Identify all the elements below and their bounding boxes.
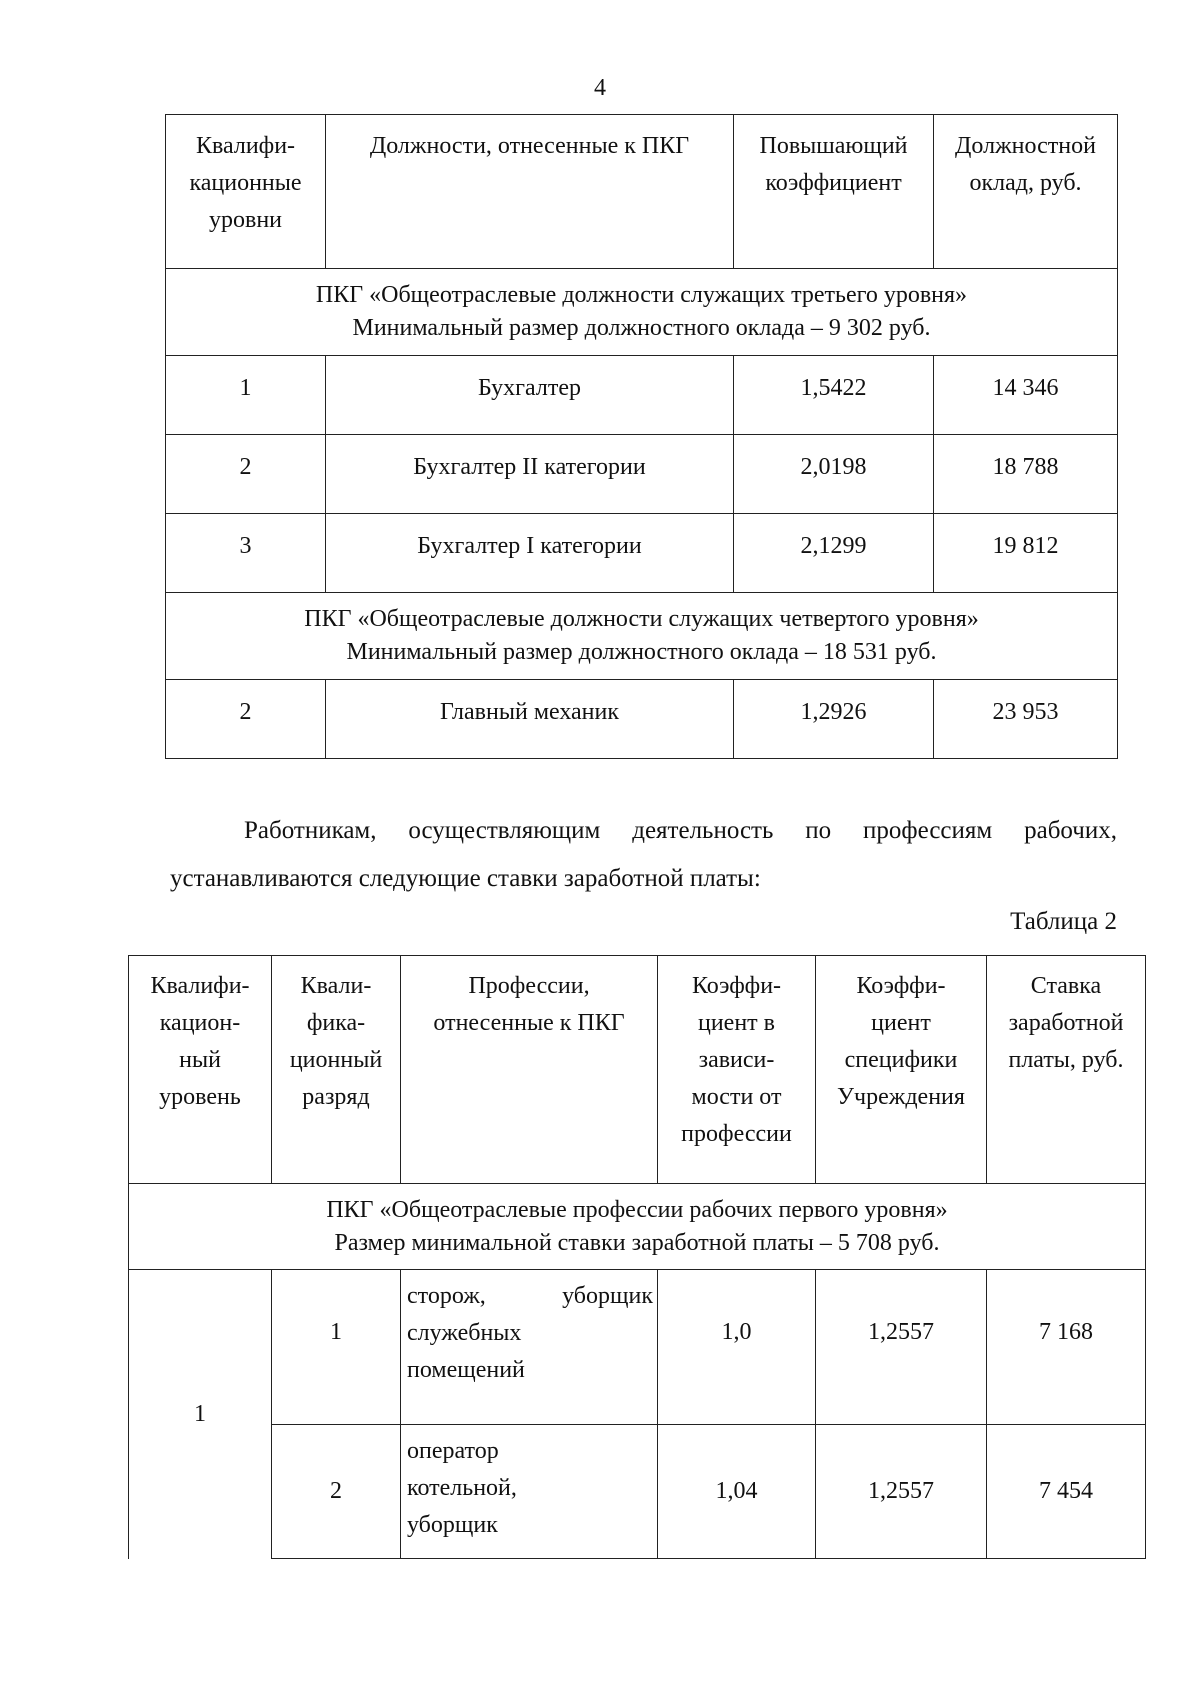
table-row	[166, 356, 1118, 435]
group-row	[166, 269, 1118, 356]
institution-coefficient-cell: 1,2557	[816, 1270, 987, 1425]
coefficient-cell: 1,5422	[734, 356, 934, 435]
group-row	[129, 1184, 1146, 1270]
profession-coefficient-cell: 1,04	[658, 1425, 816, 1559]
table-row	[129, 1270, 1146, 1425]
group-row	[166, 593, 1118, 680]
position-cell: Бухгалтер	[326, 356, 734, 435]
table-row	[129, 1425, 1146, 1559]
profession-cell: оператор котельной, уборщик	[401, 1425, 658, 1559]
salary-cell: 18 788	[934, 435, 1118, 514]
position-cell: Главный механик	[326, 680, 734, 759]
institution-coefficient-cell: 1,2557	[816, 1425, 987, 1559]
header-institution-coefficient: Коэффи- циент специфики Учреждения	[816, 956, 987, 1184]
coefficient-cell: 2,1299	[734, 514, 934, 593]
header-positions: Должности, отнесенные к ПКГ	[326, 115, 734, 269]
coefficient-cell: 1,2926	[734, 680, 934, 759]
salary-cell: 19 812	[934, 514, 1118, 593]
table-row	[166, 514, 1118, 593]
table-caption: Таблица 2	[1010, 908, 1117, 935]
group-title: ПКГ «Общеотраслевые должности служащих третьего уровня»	[315, 282, 968, 308]
profession-word: уборщик	[562, 1283, 653, 1309]
profession-coefficient-cell: 1,0	[658, 1270, 816, 1425]
wage-rate-cell: 7 454	[987, 1425, 1146, 1559]
level-cell: 3	[166, 514, 326, 593]
group-title: ПКГ «Общеотраслевые профессии рабочих первого уровня»	[326, 1196, 948, 1223]
header-professions: Профессии, отнесенные к ПКГ	[401, 956, 658, 1184]
level-cell: 2	[166, 435, 326, 514]
profession-first-line	[407, 1278, 653, 1315]
positions-table	[165, 114, 1118, 759]
table-header-row	[166, 115, 1118, 269]
level-cell: 1	[166, 356, 326, 435]
table-row	[166, 680, 1118, 759]
header-qualification-rank: Квали- фика- ционный разряд	[272, 956, 401, 1184]
header-qualification-level: Квалифи- кацион- ный уровень	[129, 956, 272, 1184]
salary-cell: 23 953	[934, 680, 1118, 759]
group-subtitle: Минимальный размер должностного оклада – 18 531 руб.	[346, 639, 937, 665]
group-subtitle: Размер минимальной ставки заработной платы – 5 708 руб.	[334, 1229, 940, 1256]
header-coefficient: Повышающий коэффициент	[734, 115, 934, 269]
page-number: 4	[594, 75, 606, 101]
table-row	[166, 435, 1118, 514]
profession-cell	[401, 1270, 658, 1425]
header-qualification-levels: Квалифи- кационные уровни	[166, 115, 326, 269]
position-cell: Бухгалтер I категории	[326, 514, 734, 593]
header-salary: Должностной оклад, руб.	[934, 115, 1118, 269]
group-title: ПКГ «Общеотраслевые должности служащих четвертого уровня»	[304, 606, 979, 632]
coefficient-cell: 2,0198	[734, 435, 934, 514]
position-cell: Бухгалтер II категории	[326, 435, 734, 514]
level-cell: 2	[166, 680, 326, 759]
header-profession-coefficient: Коэффи- циент в зависи- мости от профессии	[658, 956, 816, 1184]
rank-cell: 2	[272, 1425, 401, 1559]
body-paragraph: Работникам, осуществляющим деятельность по профессиям рабочих, устанавливаются следующие ставки заработной платы:	[170, 817, 1117, 892]
profession-rest: служебных помещений	[407, 1320, 525, 1383]
table-header-row	[129, 956, 1146, 1184]
header-wage-rate: Ставка заработной платы, руб.	[987, 956, 1146, 1184]
wage-rates-table	[128, 955, 1146, 1559]
wage-rate-cell: 7 168	[987, 1270, 1146, 1425]
level-cell: 1	[129, 1270, 272, 1559]
profession-word: сторож,	[407, 1283, 486, 1309]
group-subtitle: Минимальный размер должностного оклада – 9 302 руб.	[352, 315, 931, 341]
rank-cell: 1	[272, 1270, 401, 1425]
group-title-cell	[166, 269, 1118, 356]
salary-cell: 14 346	[934, 356, 1118, 435]
group-title-cell	[166, 593, 1118, 680]
group-title-cell	[129, 1184, 1146, 1270]
